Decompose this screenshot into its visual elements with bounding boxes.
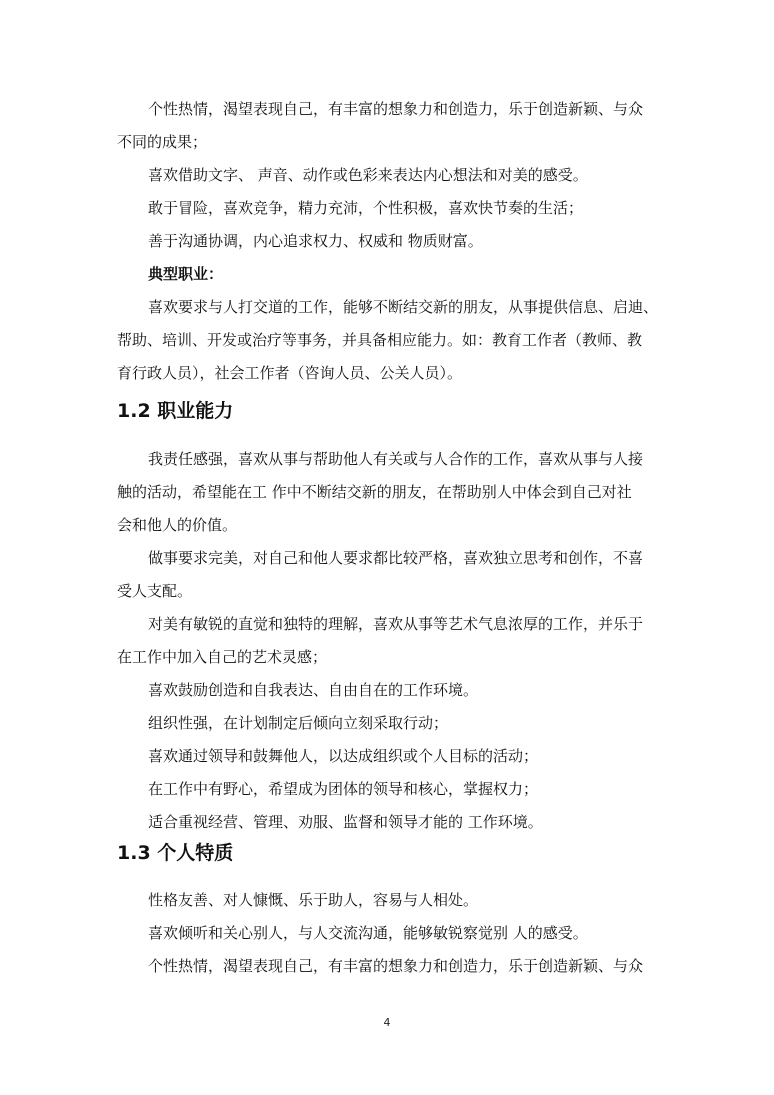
paragraph-line: 做事要求完美，对自己和他人要求都比较严格，喜欢独立思考和创作，不喜 — [148, 549, 644, 567]
page-number: 4 — [383, 1016, 391, 1029]
section-heading-personal-traits: 1.3 个人特质 — [117, 842, 234, 864]
paragraph-line: 组织性强，在计划制定后倾向立刻采取行动； — [148, 714, 449, 732]
paragraph-line: 会和他人的价值。 — [117, 516, 238, 534]
paragraph-line: 适合重视经营、管理、劝服、监督和领导才能的 工作环境。 — [148, 813, 543, 831]
paragraph-line: 个性热情，渴望表现自己，有丰富的想象力和创造力，乐于创造新颖、与众 — [148, 957, 644, 975]
paragraph-line: 喜欢倾听和关心别人，与人交流沟通，能够敏锐察觉别 人的感受。 — [148, 924, 588, 942]
paragraph-line: 喜欢要求与人打交道的工作，能够不断结交新的朋友，从事提供信息、启迪、 — [148, 298, 659, 316]
paragraph-line: 喜欢鼓励创造和自我表达、自由自在的工作环境。 — [148, 681, 479, 699]
section-heading-career-ability: 1.2 职业能力 — [117, 400, 234, 422]
paragraph-line: 敢于冒险，喜欢竞争，精力充沛，个性积极，喜欢快节奏的生活； — [148, 199, 584, 217]
paragraph-line: 受人支配。 — [117, 582, 193, 600]
paragraph-line: 我责任感强，喜欢从事与帮助他人有关或与人合作的工作，喜欢从事与人接 — [148, 450, 644, 468]
typical-occupations-label: 典型职业： — [148, 265, 224, 283]
paragraph-line: 在工作中有野心，希望成为团体的领导和核心，掌握权力； — [148, 780, 539, 798]
paragraph-line: 在工作中加入自己的艺术灵感； — [117, 648, 328, 666]
paragraph-line: 喜欢通过领导和鼓舞他人，以达成组织或个人目标的活动； — [148, 747, 539, 765]
paragraph-line: 育行政人员），社会工作者（咨询人员、公关人员）。 — [117, 364, 463, 382]
paragraph-line: 触的活动，希望能在工 作中不断结交新的朋友，在帮助别人中体会到自己对社 — [117, 483, 632, 501]
paragraph-line: 个性热情，渴望表现自己，有丰富的想象力和创造力，乐于创造新颖、与众 — [148, 100, 644, 118]
paragraph-line: 性格友善、对人慷慨、乐于助人，容易与人相处。 — [148, 891, 479, 909]
paragraph-line: 喜欢借助文字、 声音、动作或色彩来表达内心想法和对美的感受。 — [148, 166, 588, 184]
paragraph-line: 善于沟通协调，内心追求权力、权威和 物质财富。 — [148, 232, 483, 250]
paragraph-line: 对美有敏锐的直觉和独特的理解，喜欢从事等艺术气息浓厚的工作，并乐于 — [148, 615, 644, 633]
paragraph-line: 帮助、培训、开发或治疗等事务，并具备相应能力。如：教育工作者（教师、教 — [117, 331, 643, 349]
paragraph-line: 不同的成果； — [117, 133, 208, 151]
